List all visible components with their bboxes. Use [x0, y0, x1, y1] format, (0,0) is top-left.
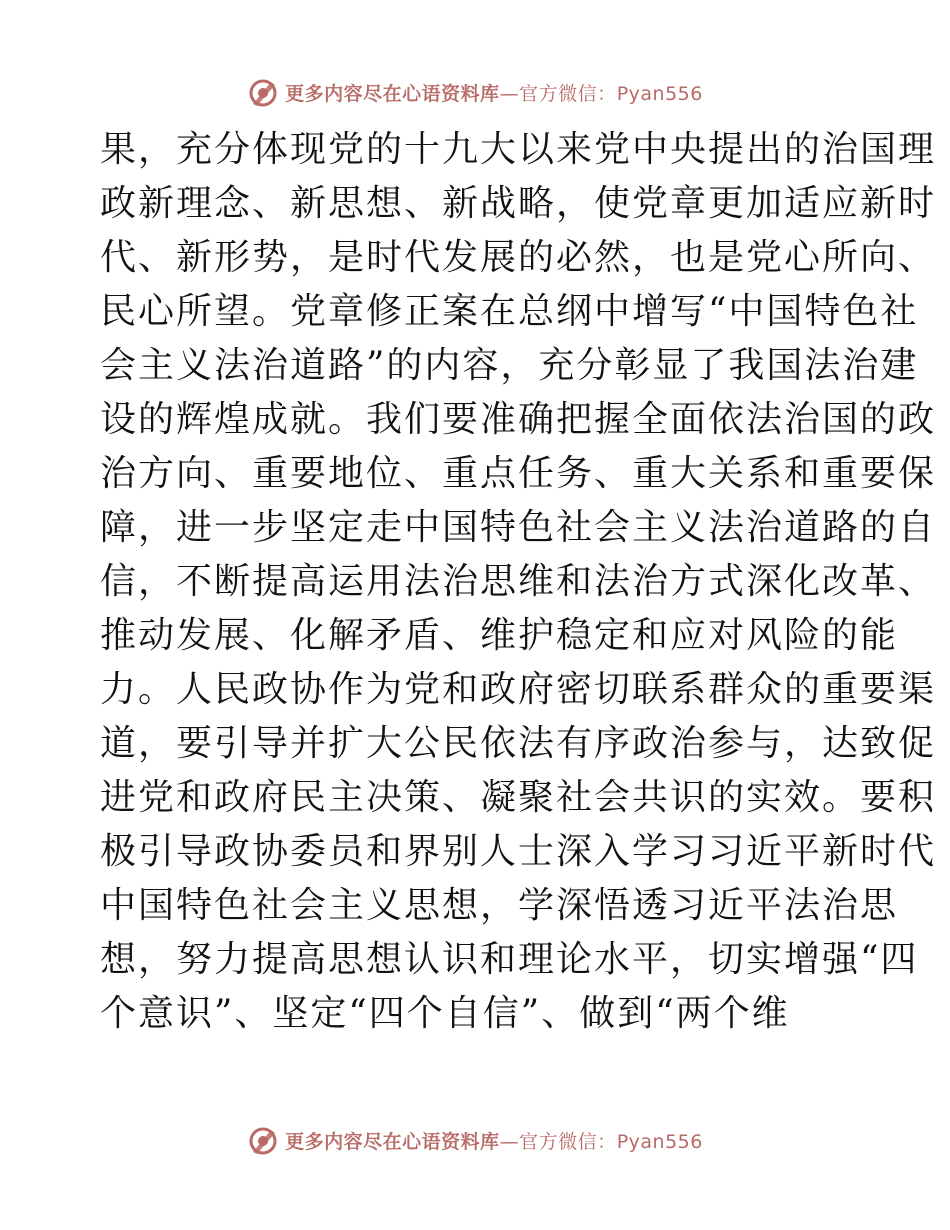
text-line: 极引导政协委员和界别人士深入学习习近平新时代	[100, 831, 937, 872]
pen-logo-icon	[247, 76, 279, 108]
text-line: 政新理念、新思想、新战略，使党章更加适应新时	[100, 183, 937, 224]
document-body	[100, 123, 937, 1041]
text-line: 民心所望。党章修正案在总纲中增写“中国特色社	[100, 291, 919, 332]
text-line: 代、新形势，是时代发展的必然，也是党心所向、	[100, 237, 937, 278]
watermark-wechat-label: 官方微信：	[519, 82, 617, 105]
text-line: 果，充分体现党的十九大以来党中央提出的治国理	[100, 129, 937, 170]
text-line: 设的辉煌成就。我们要准确把握全面依法治国的政	[100, 399, 937, 440]
watermark-text	[285, 1127, 703, 1154]
text-line: 道，要引导并扩大公民依法有序政治参与，达致促	[100, 723, 937, 764]
watermark-text	[285, 79, 703, 106]
watermark-title: 更多内容尽在心语资料库	[285, 1130, 500, 1153]
watermark-wechat-id: Pyan556	[616, 82, 703, 105]
text-line: 治方向、重要地位、重点任务、重大关系和重要保	[100, 453, 937, 494]
watermark-wechat-label: 官方微信：	[519, 1130, 617, 1153]
text-line: 中国特色社会主义思想，学深悟透习近平法治思	[100, 885, 899, 926]
text-line: 想，努力提高思想认识和理论水平，切实增强“四	[100, 939, 919, 980]
watermark-separator: —	[499, 1130, 520, 1153]
footer-watermark	[0, 1120, 950, 1160]
watermark-title: 更多内容尽在心语资料库	[285, 82, 500, 105]
text-line: 推动发展、化解矛盾、维护稳定和应对风险的能	[100, 615, 899, 656]
text-line: 障，进一步坚定走中国特色社会主义法治道路的自	[100, 507, 937, 548]
text-line: 力。人民政协作为党和政府密切联系群众的重要渠	[100, 669, 937, 710]
header-watermark	[0, 72, 950, 112]
watermark-separator: —	[499, 82, 520, 105]
text-line: 进党和政府民主决策、凝聚社会共识的实效。要积	[100, 777, 937, 818]
watermark-wechat-id: Pyan556	[616, 1130, 703, 1153]
text-line: 信，不断提高运用法治思维和法治方式深化改革、	[100, 561, 937, 602]
text-line: 会主义法治道路”的内容，充分彰显了我国法治建	[100, 345, 919, 386]
pen-logo-icon	[247, 1124, 279, 1156]
text-line: 个意识”、坚定“四个自信”、做到“两个维	[100, 993, 790, 1034]
